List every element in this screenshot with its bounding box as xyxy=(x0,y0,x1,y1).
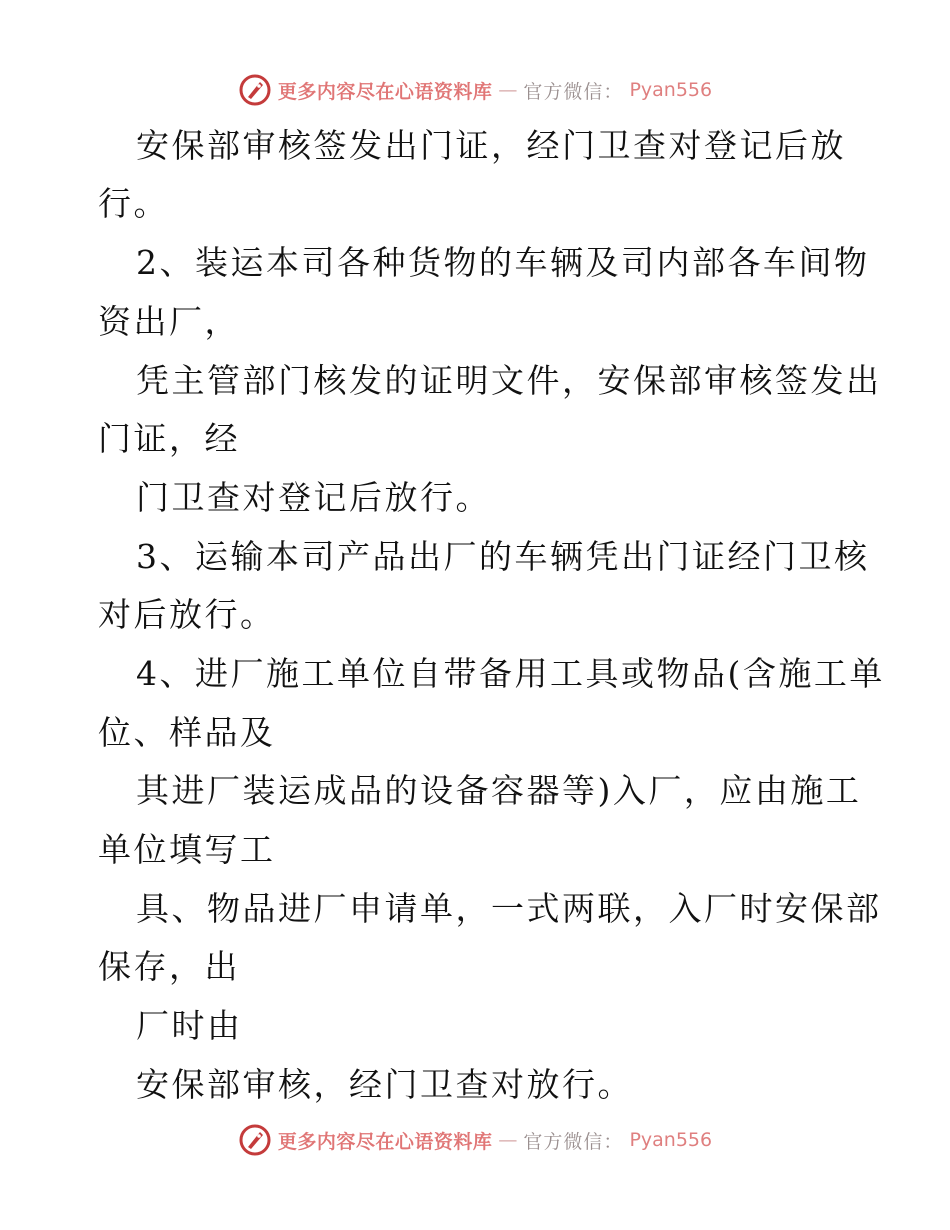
body-line: 安保部审核签发出门证，经门卫查对登记后放 xyxy=(136,126,846,165)
watermark-separator: — xyxy=(498,79,518,101)
body-line: 其进厂装运成品的设备容器等)入厂，应由施工 xyxy=(136,771,862,810)
body-line: 厂时由 xyxy=(136,1006,243,1045)
body-line: 单位填写工 xyxy=(98,830,276,869)
body-line: 安保部审核，经门卫查对放行。 xyxy=(136,1065,633,1104)
body-line: 凭主管部门核发的证明文件，安保部审核签发出 xyxy=(136,361,882,400)
watermark-separator: — xyxy=(498,1129,518,1151)
body-line: 位、样品及 xyxy=(98,713,276,752)
body-line: 资出厂， xyxy=(98,302,240,341)
pen-nib-logo-icon xyxy=(238,73,272,107)
body-line: 2、装运本司各种货物的车辆及司内部各车间物 xyxy=(136,243,870,282)
watermark-wechat-label: 官方微信： xyxy=(523,1130,624,1153)
header-watermark xyxy=(0,70,950,110)
watermark-brand: 更多内容尽在心语资料库 xyxy=(277,1130,493,1153)
body-line: 4、进厂施工单位自带备用工具或物品(含施工单 xyxy=(136,654,885,693)
watermark-wechat-id: Pyan556 xyxy=(629,79,713,101)
body-line: 对后放行。 xyxy=(98,595,276,634)
body-line: 行。 xyxy=(98,184,169,223)
body-line: 门证，经 xyxy=(98,419,240,458)
watermark-wechat-label: 官方微信： xyxy=(523,80,624,103)
body-line: 门卫查对登记后放行。 xyxy=(136,478,491,517)
footer-watermark xyxy=(0,1120,950,1160)
body-line: 3、运输本司产品出厂的车辆凭出门证经门卫核 xyxy=(136,537,870,576)
watermark-wechat-id: Pyan556 xyxy=(629,1129,713,1151)
body-line: 具、物品进厂申请单，一式两联，入厂时安保部 xyxy=(136,889,882,928)
pen-nib-logo-icon xyxy=(238,1123,272,1157)
body-line: 保存，出 xyxy=(98,947,240,986)
watermark-brand: 更多内容尽在心语资料库 xyxy=(277,80,493,103)
